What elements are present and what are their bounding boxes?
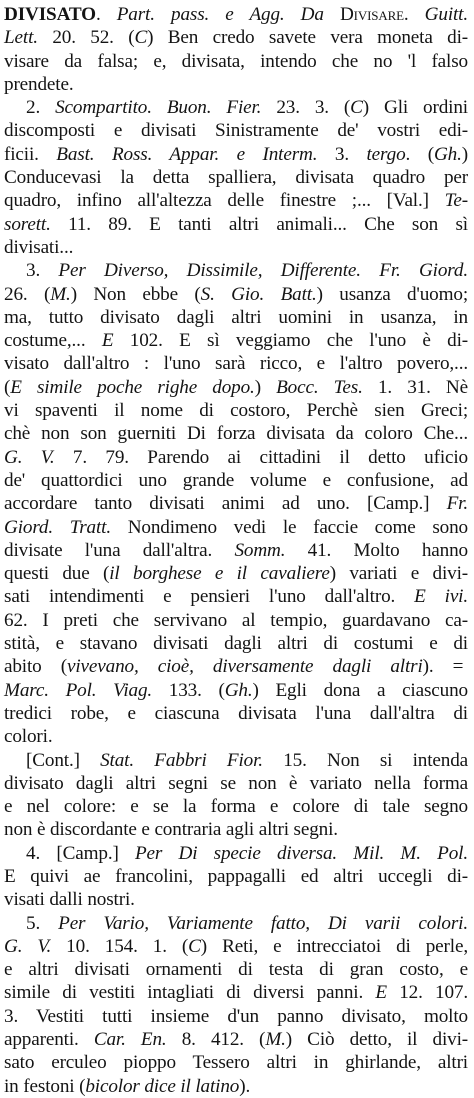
- text-line: [4, 1028, 468, 1051]
- text-line: [4, 213, 468, 236]
- text-line: [4, 422, 468, 445]
- citation-text: Giord. Tratt.: [4, 516, 111, 538]
- citation-text: E: [375, 982, 387, 1004]
- citation-text: Car. En.: [93, 1029, 167, 1051]
- citation-text: Lett.: [4, 27, 38, 49]
- entry-text: E quivi ae francolini, pappagalli ed altri uccegli di-: [4, 865, 468, 887]
- citation-text: Per Di specie diversa. Mil. M. Pol.: [134, 842, 468, 864]
- text-line: [4, 912, 468, 935]
- citation-text: il borghese e il cavaliere: [109, 563, 330, 585]
- entry-text: 102. E sì veggiamo che l'uno è di-: [113, 330, 468, 352]
- entry-text: Divisare: [339, 4, 404, 25]
- entry-text: vi spaventi il nome di costoro, Perchè sien Greci;: [4, 400, 468, 422]
- citation-text: Per Diverso, Dissimile, Differente. Fr. Giord.: [58, 260, 468, 282]
- text-line: [4, 818, 468, 841]
- entry-text: 3.: [26, 260, 59, 282]
- text-line: [4, 469, 468, 492]
- entry-text: ) Reti, e intrecciatoi di perle,: [200, 935, 468, 957]
- entry-text: tredici robe, e ciascuna divisata l'una dall'altra di: [4, 702, 468, 724]
- entry-text: ): [461, 143, 468, 165]
- text-line: [4, 283, 468, 306]
- entry-text: ficii.: [4, 143, 57, 165]
- entry-text: discomposti e divisati Sinistramente de' vostri edi-: [4, 120, 468, 142]
- text-line: [4, 725, 468, 748]
- text-line: [4, 981, 468, 1004]
- entry-text: colori.: [4, 726, 53, 748]
- entry-text: abito (: [4, 656, 67, 678]
- entry-paragraph: [4, 259, 468, 748]
- entry-text: 11. 89. E tanti altri animali... Che son sì: [50, 213, 468, 235]
- entry-text: 12. 107.: [386, 982, 468, 1004]
- text-line: [4, 259, 468, 282]
- text-line: [4, 702, 468, 725]
- text-line: [4, 632, 468, 655]
- citation-text: Bocc. Tes.: [276, 376, 363, 398]
- text-line: [4, 1051, 468, 1074]
- entry-text: 8. 412. (: [166, 1029, 266, 1051]
- text-line: [4, 352, 468, 375]
- text-line: [4, 189, 468, 212]
- entry-text: 2.: [26, 97, 56, 119]
- text-line: [4, 3, 468, 26]
- entry-text: 23. 3. (: [261, 97, 351, 119]
- citation-text: Per Vario, Variamente fatto, Di varii colori.: [58, 912, 468, 934]
- citation-text: Scompartito. Buon. Fier.: [55, 97, 262, 119]
- text-line: [4, 1075, 468, 1098]
- entry-text: 20. 52. (: [37, 27, 135, 49]
- citation-text: M.: [50, 283, 71, 305]
- text-line: [4, 865, 468, 888]
- entry-text: (: [4, 376, 11, 398]
- entry-text: ) Gli ordini: [362, 97, 468, 119]
- text-line: [4, 655, 468, 678]
- text-line: [4, 492, 468, 515]
- entry-text: sato erculeo pioppo Tessero altri in ghirlande, altri: [4, 1052, 468, 1074]
- citation-text: vivevano, cioè, diversamente dagli altri: [67, 656, 423, 678]
- citation-text: C: [134, 27, 148, 49]
- text-line: [4, 73, 468, 96]
- text-line: [4, 772, 468, 795]
- entry-text: questi due (: [4, 563, 110, 585]
- entry-text: ).: [239, 1075, 251, 1097]
- entry-text: 41. Molto hanno: [285, 539, 469, 561]
- entry-text: 3. Vestiti tutti insieme d'un panno divisato, molto: [4, 1005, 468, 1027]
- citation-text: Guitt.: [424, 4, 469, 25]
- entry-text: visare da falsa; e, divisata, intendo che no 'l falso: [4, 50, 468, 72]
- citation-text: sorett.: [4, 213, 51, 235]
- entry-text: in festoni (: [4, 1075, 86, 1097]
- text-line: [4, 329, 468, 352]
- text-line: [4, 96, 468, 119]
- citation-text: G. V.: [4, 935, 52, 957]
- citation-text: Fr.: [446, 493, 468, 515]
- entry-text: 15. Non si intenda: [262, 749, 469, 771]
- citation-text: E: [101, 330, 114, 352]
- entry-text: .: [403, 4, 425, 25]
- entry-text: 26. (: [4, 283, 51, 305]
- entry-text: divisati...: [4, 236, 74, 258]
- entry-paragraph: [4, 842, 468, 912]
- text-line: [4, 749, 468, 772]
- entry-text: simile di vestiti intagliati di diversi panni.: [4, 982, 376, 1004]
- entry-paragraph: [4, 749, 468, 842]
- entry-text: e nel colore: e se la forma e colore di tale segno: [4, 796, 468, 818]
- citation-text: M.: [265, 1029, 286, 1051]
- entry-text: ma, tutto divisato dagli altri uomini in usanza, in: [4, 306, 468, 328]
- citation-text: E simile poche righe dopo.: [10, 376, 255, 398]
- entry-text: 5.: [26, 912, 59, 934]
- text-line: [4, 795, 468, 818]
- text-line: [4, 1005, 468, 1028]
- text-line: [4, 376, 468, 399]
- entry-text: 7. 79. Parendo ai cittadini il detto uficio: [54, 446, 469, 468]
- entry-text: costume,...: [4, 330, 102, 352]
- citation-text: C: [350, 97, 363, 119]
- entry-text: 1. 31. Nè: [362, 376, 468, 398]
- citation-text: Bast. Ross. Appar. e Interm.: [56, 143, 318, 165]
- entry-text: ) Ciò detto, il divi-: [285, 1029, 468, 1051]
- citation-text: Marc. Pol. Viag.: [4, 679, 153, 701]
- entry-text: DIVISATO: [4, 4, 96, 25]
- citation-text: Gh.: [433, 143, 462, 165]
- citation-text: E ivi.: [414, 586, 469, 608]
- text-line: [4, 119, 468, 142]
- citation-text: Somm.: [234, 539, 286, 561]
- entry-paragraph: [4, 96, 468, 259]
- text-line: [4, 585, 468, 608]
- entry-text: 10. 154. 1. (: [51, 935, 189, 957]
- citation-text: Te-: [444, 190, 468, 212]
- entry-text: sati intendimenti e pensieri l'uno dall'altro.: [4, 586, 415, 608]
- entry-text: Nondimeno vedi le faccie come sono: [110, 516, 468, 538]
- citation-text: Part. pass. e Agg. Da: [116, 4, 340, 25]
- text-line: [4, 236, 468, 259]
- entry-text: 3.: [317, 143, 367, 165]
- citation-text: bicolor dice il latino: [85, 1075, 240, 1097]
- text-line: [4, 26, 468, 49]
- entry-text: divisato dagli altri segni se non è variato nella forma: [4, 772, 468, 794]
- text-line: [4, 609, 468, 632]
- entry-text: ) Non ebbe (: [70, 283, 201, 305]
- text-line: [4, 888, 468, 911]
- text-line: [4, 143, 468, 166]
- entry-text: 4. [Camp.]: [26, 842, 135, 864]
- entry-text: [Cont.]: [26, 749, 101, 771]
- entry-text: stità, e stavano divisati dagli altri di costumi e di: [4, 633, 468, 655]
- entry-text: quadro, infino all'altezza delle finestre ;... [Val.]: [4, 190, 445, 212]
- text-line: [4, 679, 468, 702]
- text-line: [4, 306, 468, 329]
- entry-text: divisate l'una dall'altra.: [4, 539, 235, 561]
- entry-text: apparenti.: [4, 1029, 94, 1051]
- text-line: [4, 842, 468, 865]
- entry-text: e altri divisati ornamenti di testa di gran costo, e: [4, 959, 468, 981]
- entry-text: chè non son guerniti Di forza divisata da coloro Che...: [4, 423, 468, 445]
- citation-text: C: [188, 935, 201, 957]
- entry-text: Conducevasi la detta spalliera, divisata quadro per: [4, 167, 468, 189]
- entry-text: ): [254, 376, 277, 398]
- entry-text: ). =: [422, 656, 468, 678]
- text-line: [4, 958, 468, 981]
- entry-text: ) variati e divi-: [329, 563, 468, 585]
- entry-text: non è discordante e contraria agli altri segni.: [4, 819, 338, 841]
- citation-text: Gh.: [224, 679, 253, 701]
- entry-text: ) Egli dona a ciascuno: [252, 679, 468, 701]
- entry-paragraph: [4, 912, 468, 1098]
- text-line: [4, 50, 468, 73]
- text-line: [4, 166, 468, 189]
- citation-text: tergo: [366, 143, 406, 165]
- entry-text: 62. I preti che servivano al tempio, guardavano ca-: [4, 609, 468, 631]
- citation-text: S. Gio. Batt.: [200, 283, 317, 305]
- text-line: [4, 935, 468, 958]
- text-line: [4, 562, 468, 585]
- entry-text: 133. (: [152, 679, 225, 701]
- citation-text: Stat. Fabbri Fior.: [100, 749, 263, 771]
- entry-paragraph: [4, 3, 468, 96]
- entry-text: . (: [405, 143, 434, 165]
- entry-text: ) Ben credo savete vera moneta di-: [147, 27, 468, 49]
- text-line: [4, 539, 468, 562]
- entry-text: visati dalli nostri.: [4, 889, 135, 911]
- entry-text: .: [95, 4, 117, 25]
- entry-text: accordare tanto divisati animi ad uno. [Camp.]: [4, 493, 447, 515]
- text-line: [4, 516, 468, 539]
- citation-text: G. V.: [4, 446, 55, 468]
- text-line: [4, 399, 468, 422]
- text-line: [4, 446, 468, 469]
- entry-text: visato dall'altro : l'uno sarà ricco, e l'altro povero,...: [4, 353, 468, 375]
- entry-text: prendete.: [4, 73, 74, 95]
- entry-text: de' quattordici uno grande volume e confusione, ad: [4, 469, 468, 491]
- entry-text: ) usanza d'uomo;: [316, 283, 469, 305]
